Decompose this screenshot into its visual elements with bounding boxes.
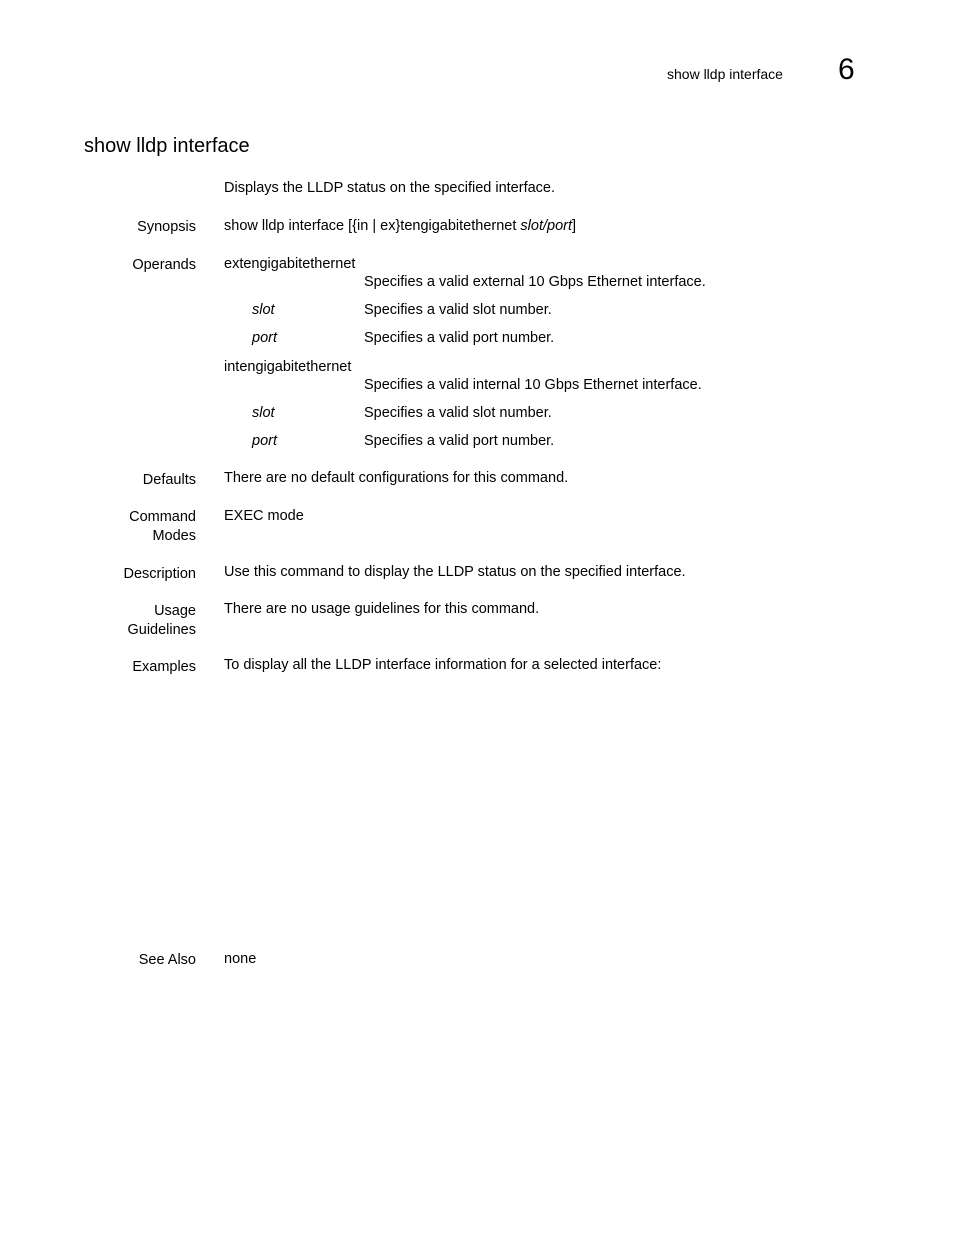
- param-description: Specifies a valid slot number.: [364, 302, 552, 318]
- synopsis-close: ]: [572, 218, 577, 234]
- examples-label: Examples: [132, 659, 196, 675]
- param-name: slot: [252, 405, 275, 421]
- synopsis-cmd: show lldp interface: [224, 218, 345, 234]
- page-title: show lldp interface: [84, 135, 250, 157]
- param-name: slot: [252, 302, 275, 318]
- usage-guidelines-label: Usage Guidelines: [127, 603, 196, 638]
- command-modes-text: EXEC mode: [224, 508, 304, 524]
- chapter-number: 6: [838, 53, 855, 86]
- description-label: Description: [123, 566, 196, 582]
- defaults-text: There are no default configurations for this command.: [224, 470, 569, 486]
- param-name: port: [252, 433, 277, 449]
- usage-guidelines-text: There are no usage guidelines for this command.: [224, 601, 540, 617]
- summary-text: Displays the LLDP status on the specified interface.: [224, 180, 556, 196]
- description-text: Use this command to display the LLDP status on the specified interface.: [224, 564, 686, 580]
- synopsis-open: [{: [344, 218, 357, 234]
- defaults-label: Defaults: [142, 472, 196, 488]
- operand-description: Specifies a valid external 10 Gbps Ethernet interface.: [364, 274, 706, 290]
- synopsis-opt-ex: ex: [380, 218, 396, 234]
- synopsis-opt-in: in: [357, 218, 369, 234]
- synopsis-keyword: tengigabitethernet: [400, 218, 517, 234]
- synopsis-sep: |: [368, 218, 381, 234]
- running-header-title: show lldp interface: [667, 66, 783, 82]
- param-description: Specifies a valid port number.: [364, 433, 555, 449]
- synopsis-command: [224, 218, 576, 234]
- operand-name: extengigabitethernet: [224, 256, 356, 272]
- synopsis-close-brace: }: [395, 218, 401, 234]
- see-also-text: none: [224, 951, 257, 967]
- examples-text: To display all the LLDP interface information for a selected interface:: [224, 657, 662, 673]
- operand-name: intengigabitethernet: [224, 359, 352, 375]
- param-description: Specifies a valid slot number.: [364, 405, 552, 421]
- param-description: Specifies a valid port number.: [364, 330, 555, 346]
- synopsis-arg: slot/port: [520, 218, 573, 234]
- operands-label: Operands: [132, 257, 196, 273]
- see-also-label: See Also: [138, 952, 196, 968]
- param-name: port: [252, 330, 277, 346]
- operand-description: Specifies a valid internal 10 Gbps Ethernet interface.: [364, 377, 702, 393]
- synopsis-label: Synopsis: [137, 219, 196, 235]
- command-modes-label: Command Modes: [129, 509, 196, 544]
